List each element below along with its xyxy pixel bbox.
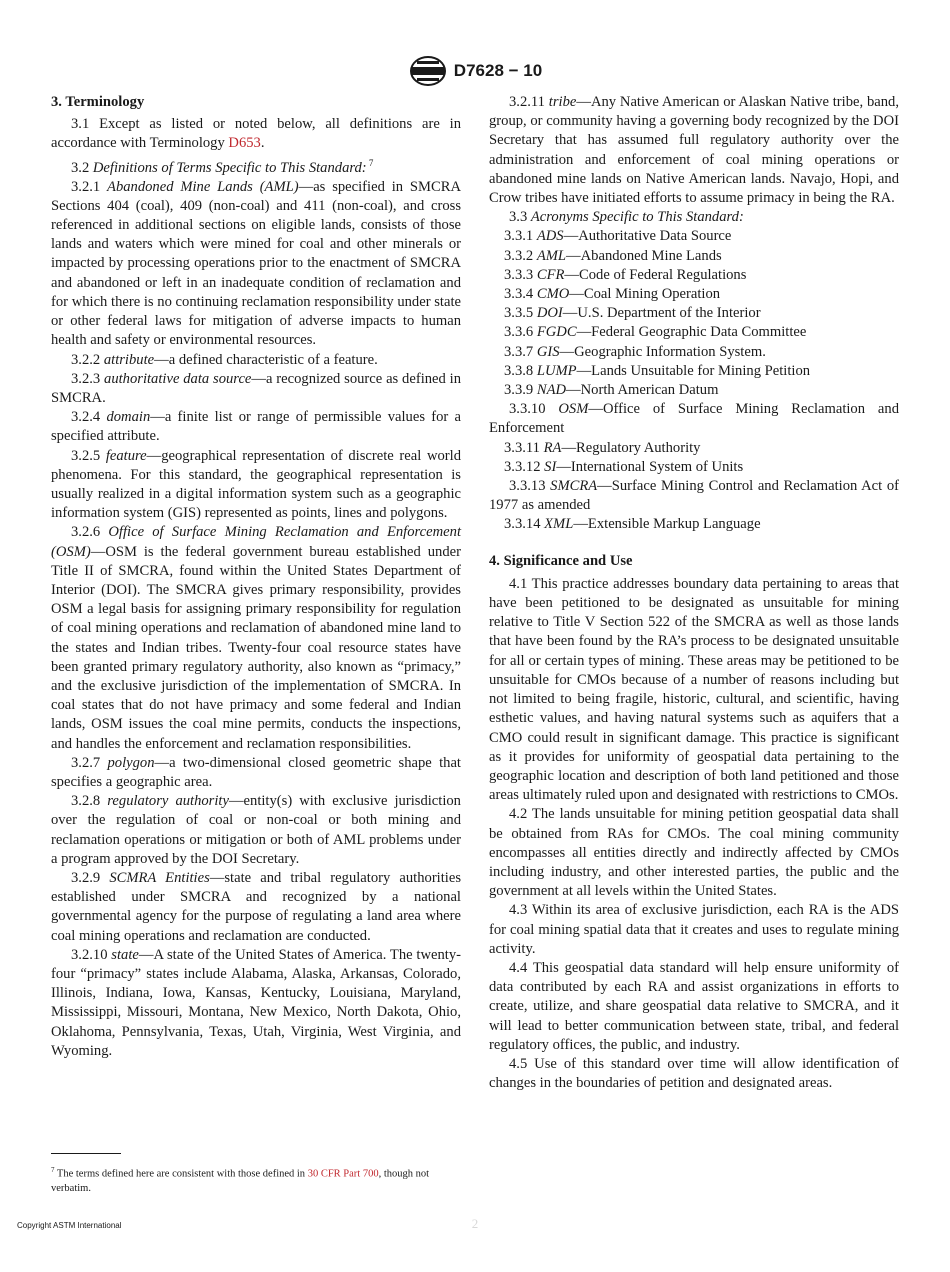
section-heading-terminology: 3. Terminology	[51, 94, 145, 110]
definition-3-2-8: 3.2.8 regulatory authority—entity(s) with exclusive jurisdiction over the regulation of coal or non-coal or both mining and reclamation operations or mitigation or both of AML problems under a program approved by the DOI Secretary.	[51, 793, 461, 867]
acronym-item: 3.3.9 NAD—North American Datum	[504, 382, 719, 399]
definition-3-2-11: 3.2.11 tribe—Any Native American or Alaskan Native tribe, band, group, or community having a governing body recognized by the DOI Secretary that has assumed full regulatory authority over the administration and enforcement of coal mining operations or abandoned mine lands on Native American lands. Navajo, Hopi, and Crow tribes have initiated efforts to assume primacy in being the RA.	[489, 94, 899, 207]
definition-3-2-3: 3.2.3 authoritative data source—a recognized source as defined in SMCRA.	[51, 370, 462, 406]
paragraph-3-1: 3.1 Except as listed or noted below, all definitions are in accordance with Terminology D653.	[51, 116, 461, 152]
copyright-notice: Copyright ASTM International	[17, 1221, 122, 1230]
ref-link-30-cfr-700[interactable]: 30 CFR Part 700	[307, 1168, 379, 1180]
astm-logo-icon	[408, 55, 448, 87]
acronym-item: 3.3.2 AML—Abandoned Mine Lands	[504, 247, 722, 264]
ref-link-d653[interactable]: D653	[228, 135, 261, 152]
section-heading-significance: 4. Significance and Use	[489, 552, 633, 569]
acronym-item: 3.3.4 CMO—Coal Mining Operation	[504, 286, 721, 303]
right-column	[489, 93, 899, 1093]
definition-3-2-7: 3.2.7 polygon—a two-dimensional closed geometric shape that specifies a geographic area.	[51, 754, 461, 790]
definition-3-2-5: 3.2.5 feature—geographical representation of discrete real world phenomena. For this standard, the geographical representation is usually realized in a digital information system such as a geographic information system (GIS) represented as points, lines and polygons.	[51, 447, 461, 522]
acronym-item: 3.3.12 SI—International System of Units	[504, 458, 744, 475]
definition-3-2-6: 3.2.6 Office of Surface Mining Reclamation and Enforcement (OSM)—OSM is the federal government bureau established under Title II of SMCRA, found within the United States Department of Interior (DOI). The SMCRA gives primary responsibility, provides OSM a legal basis for assigning primary responsibility for regulation of coal mining operations and reclamation of abandoned mine land to the states and Indian tribes. Twenty-four coal resource states have been granted primary regulatory authority, also known as “primacy,” and the exclusive jurisdiction of the implementation of SMCRA. In coal states that do not have primacy and some federal and Indian lands, OSM issues the coal mine permits, conducts the inspections, and handles the enforcement and reclamation responsibilities.	[51, 524, 461, 752]
footnote: $^7$ The terms defined here are consistent with those defined in 30 CFR Part 700, though not verbatim.	[51, 1166, 430, 1194]
page-number: 2	[471, 1216, 479, 1231]
definition-3-2-1: 3.2.1 Abandoned Mine Lands (AML)—as specified in SMCRA Sections 404 (coal), 409 (non-coal) and 411 (non-coal), and cross referenced in additional sections on eligible lands, consists of those lands and waters which were mined for coal and other minerals or impacted by processing operations prior to the enactment of SMCRA and abandoned or left in an inadequate condition of reclamation and for which there is no continuing reclamation responsibility under state or other federal laws for mitigation of adverse impacts to human health and safety or environmental resources.	[51, 178, 461, 349]
acronym-item: 3.3.14 XML—Extensible Markup Language	[504, 516, 761, 533]
acronym-item: 3.3.6 FGDC—Federal Geographic Data Committee	[504, 324, 807, 341]
paragraph-4-3: 4.3 Within its area of exclusive jurisdiction, each RA is the ADS for coal mining spatial data that it creates and uses to regulate mining activity.	[489, 902, 899, 957]
footnote-divider	[51, 1153, 121, 1154]
acronym-item: 3.3.10 OSM—Office of Surface Mining Reclamation and Enforcement	[489, 401, 899, 437]
acronym-item: 3.3.11 RA—Regulatory Authority	[504, 439, 701, 456]
definition-3-2-10: 3.2.10 state—A state of the United States of America. The twenty-four “primacy” states include Alabama, Alaska, Arkansas, Colorado, Illinois, Indiana, Iowa, Kansas, Kentucky, Louisiana, Maryland, Mississippi, Missouri, Montana, New Mexico, North Dakota, Ohio, Oklahoma, Pennsylvania, Texas, Utah, Virginia, West Virginia, and Wyoming.	[51, 946, 461, 1059]
paragraph-4-2: 4.2 The lands unsuitable for mining petition geospatial data shall be obtained from RAs for CMOs. The coal mining community encompasses all entities directly and indirectly affected by CMOs including industry, and other interested parties, the public and the government at all levels within the United States.	[489, 806, 899, 900]
acronym-item: 3.3.5 DOI—U.S. Department of the Interior	[504, 305, 761, 322]
acronym-item: 3.3.1 ADS—Authoritative Data Source	[504, 228, 732, 245]
paragraph-4-5: 4.5 Use of this standard over time will allow identification of changes in the boundaries of petition and designated areas.	[489, 1055, 899, 1092]
definition-3-2-9: 3.2.9 SCMRA Entities—state and tribal regulatory authorities established under SMCRA and recognized by a national governmental agency for the purpose of regulating a land area where coal mining operations and reclamation are conducted.	[51, 869, 461, 944]
acronym-item: 3.3.3 CFR—Code of Federal Regulations	[504, 266, 747, 283]
footnote-mark: 7	[366, 157, 374, 168]
page-header	[0, 54, 950, 88]
left-column	[51, 93, 461, 1061]
paragraph-3-2: 3.2 Definitions of Terms Specific to This Standard: $^7$	[71, 157, 374, 176]
acronym-item: 3.3.7 GIS—Geographic Information System.	[504, 343, 766, 360]
acronym-item: 3.3.13 SMCRA—Surface Mining Control and Reclamation Act of 1977 as amended	[489, 478, 899, 514]
acronym-item: 3.3.8 LUMP—Lands Unsuitable for Mining Petition	[504, 362, 811, 379]
paragraph-4-4: 4.4 This geospatial data standard will help ensure uniformity of data contributed by each RA and assist organizations in efforts to create, utilize, and share geospatial data relative to SMCRA, and it will lead to better communication between state, tribal, and federal regulatory offices, the public, and industry.	[489, 959, 899, 1053]
document-id: D7628 − 10	[453, 61, 543, 80]
paragraph-3-3: 3.3 Acronyms Specific to This Standard:	[509, 209, 744, 226]
paragraph-4-1: 4.1 This practice addresses boundary data pertaining to areas that have been petitioned to be designated as unsuitable for mining relative to Title V Section 522 of the SMCRA as well as those lands that have been found by the RA’s process to be designated unsuitable for all or certain types of mining. These areas may be petitioned to be unsuitable for CMOs because of a number of reasons including but not limited to being fragile, historic, cultural, and scientific, having esthetic values, and having natural systems such as aquifers that a CMO could result in significant damage. This practice is significant as it provides for uniformity of geospatial data pertaining to the geographic location and description of both land petitioned and those areas ultimately ruled upon and designated with restrictions to CMOs.	[489, 575, 899, 804]
definition-3-2-2: 3.2.2 attribute—a defined characteristic of a feature.	[71, 351, 378, 368]
definition-3-2-4: 3.2.4 domain—a finite list or range of permissible values for a specified attribute.	[51, 409, 461, 445]
